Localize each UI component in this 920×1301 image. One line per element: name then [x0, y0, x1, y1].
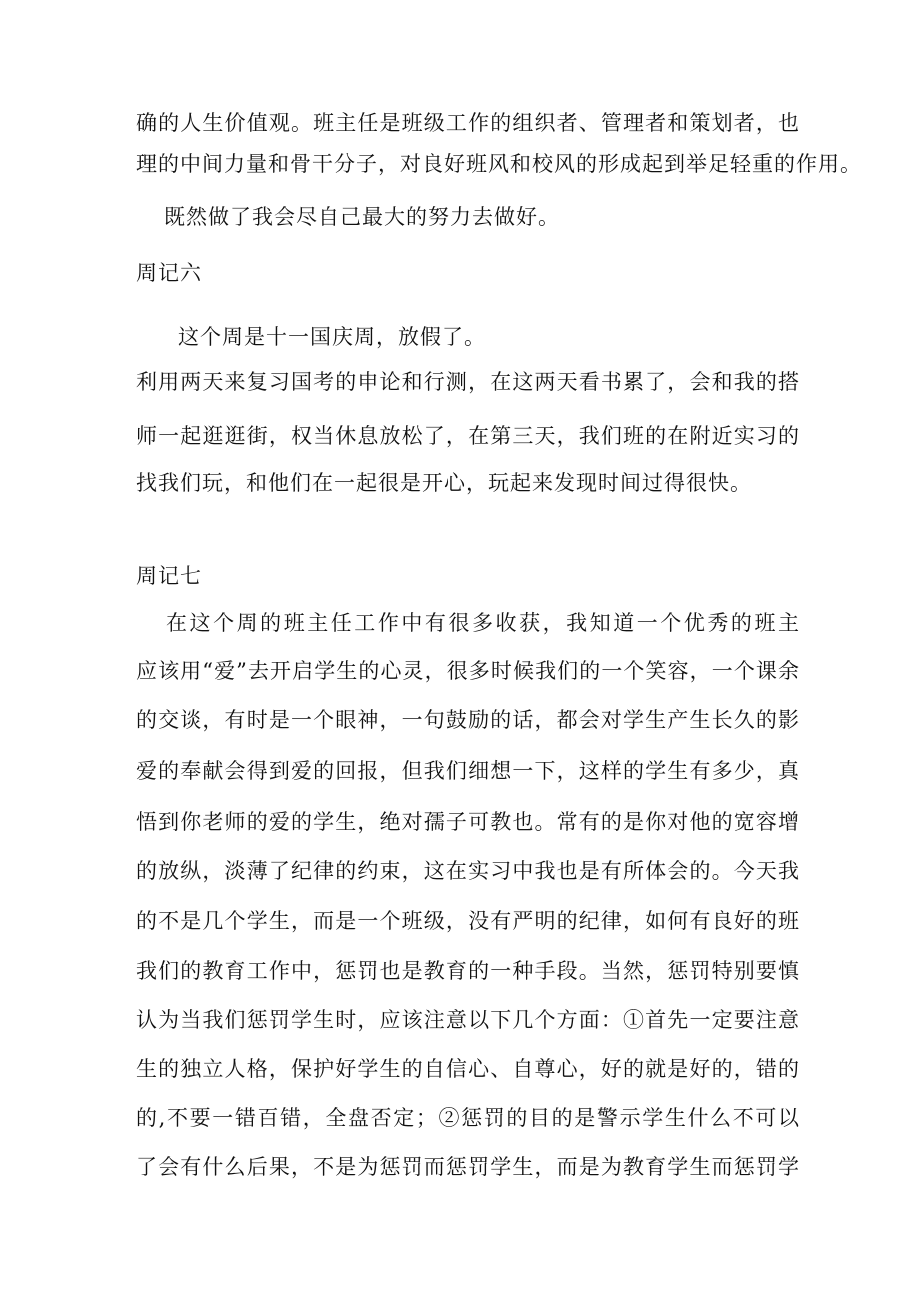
paragraph-line: 的交谈，有时是一个眼神，一句鼓励的话，都会对学生产生长久的影: [136, 708, 800, 732]
paragraph-line: 我们的教育工作中，惩罚也是教育的一种手段。当然，惩罚特别要慎: [136, 959, 800, 983]
paragraph-closing: 既然做了我会尽自己最大的努力去做好。: [164, 205, 560, 229]
paragraph-line: 认为当我们惩罚学生时，应该注意以下几个方面：①首先一定要注意: [136, 1008, 800, 1032]
paragraph-line: 找我们玩，和他们在一起很是开心，玩起来发现时间过得很快。: [136, 471, 752, 495]
paragraph-line: 悟到你老师的爱的学生，绝对孺子可教也。常有的是你对他的宽容增: [136, 810, 800, 834]
paragraph-line: 在这个周的班主任工作中有很多收获，我知道一个优秀的班主: [166, 611, 800, 635]
paragraph-line: 生的独立人格，保护好学生的自信心、自尊心，好的就是好的，错的: [136, 1057, 800, 1081]
paragraph-line: 的放纵，淡薄了纪律的约束，这在实习中我也是有所体会的。今天我: [136, 859, 800, 883]
paragraph-line: 师一起逛逛街，权当休息放松了，在第三天，我们班的在附近实习的: [136, 424, 800, 448]
week6-title: 周记六: [136, 261, 202, 285]
paragraph-line: 应该用“爱”去开启学生的心灵，很多时候我们的一个笑容，一个课余: [136, 659, 800, 683]
paragraph-line: 的不是几个学生，而是一个班级，没有严明的纪律，如何有良好的班: [136, 909, 800, 933]
week7-title: 周记七: [136, 564, 202, 588]
paragraph-line: 的,不要一错百错，全盘否定；②惩罚的目的是警示学生什么不可以: [136, 1106, 800, 1130]
paragraph-line: 了会有什么后果，不是为惩罚而惩罚学生，而是为教育学生而惩罚学: [136, 1155, 800, 1179]
week6-intro: 这个周是十一国庆周，放假了。: [178, 325, 486, 349]
paragraph-line: 理的中间力量和骨干分子，对良好班风和校风的形成起到举足轻重的作用。: [136, 152, 862, 176]
paragraph-line: 爱的奉献会得到爱的回报，但我们细想一下，这样的学生有多少，真: [136, 759, 800, 783]
paragraph-line: 利用两天来复习国考的申论和行测，在这两天看书累了，会和我的搭: [136, 370, 800, 394]
paragraph-line: 确的人生价值观。班主任是班级工作的组织者、管理者和策划者，也: [136, 111, 800, 135]
